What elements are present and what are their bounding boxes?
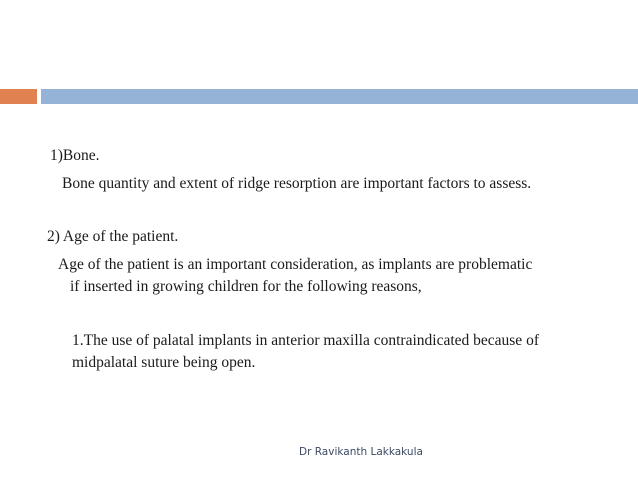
header-accent-bar-orange: [0, 89, 37, 104]
paragraph-age-line-1: Age of the patient is an important consideration, as implants are problematic: [58, 256, 533, 273]
header-accent-bar-blue: [41, 89, 638, 104]
reason-1-line-2: midpalatal suture being open.: [72, 354, 256, 371]
footer-author: Dr Ravikanth Lakkakula: [299, 446, 423, 458]
heading-bone: 1)Bone.: [50, 147, 100, 164]
paragraph-age-line-2: if inserted in growing children for the following reasons,: [70, 278, 422, 295]
reason-1-line-1: 1.The use of palatal implants in anterior maxilla contraindicated because of: [72, 332, 539, 349]
heading-age: 2) Age of the patient.: [47, 228, 179, 245]
paragraph-bone: Bone quantity and extent of ridge resorption are important factors to assess.: [62, 175, 532, 192]
